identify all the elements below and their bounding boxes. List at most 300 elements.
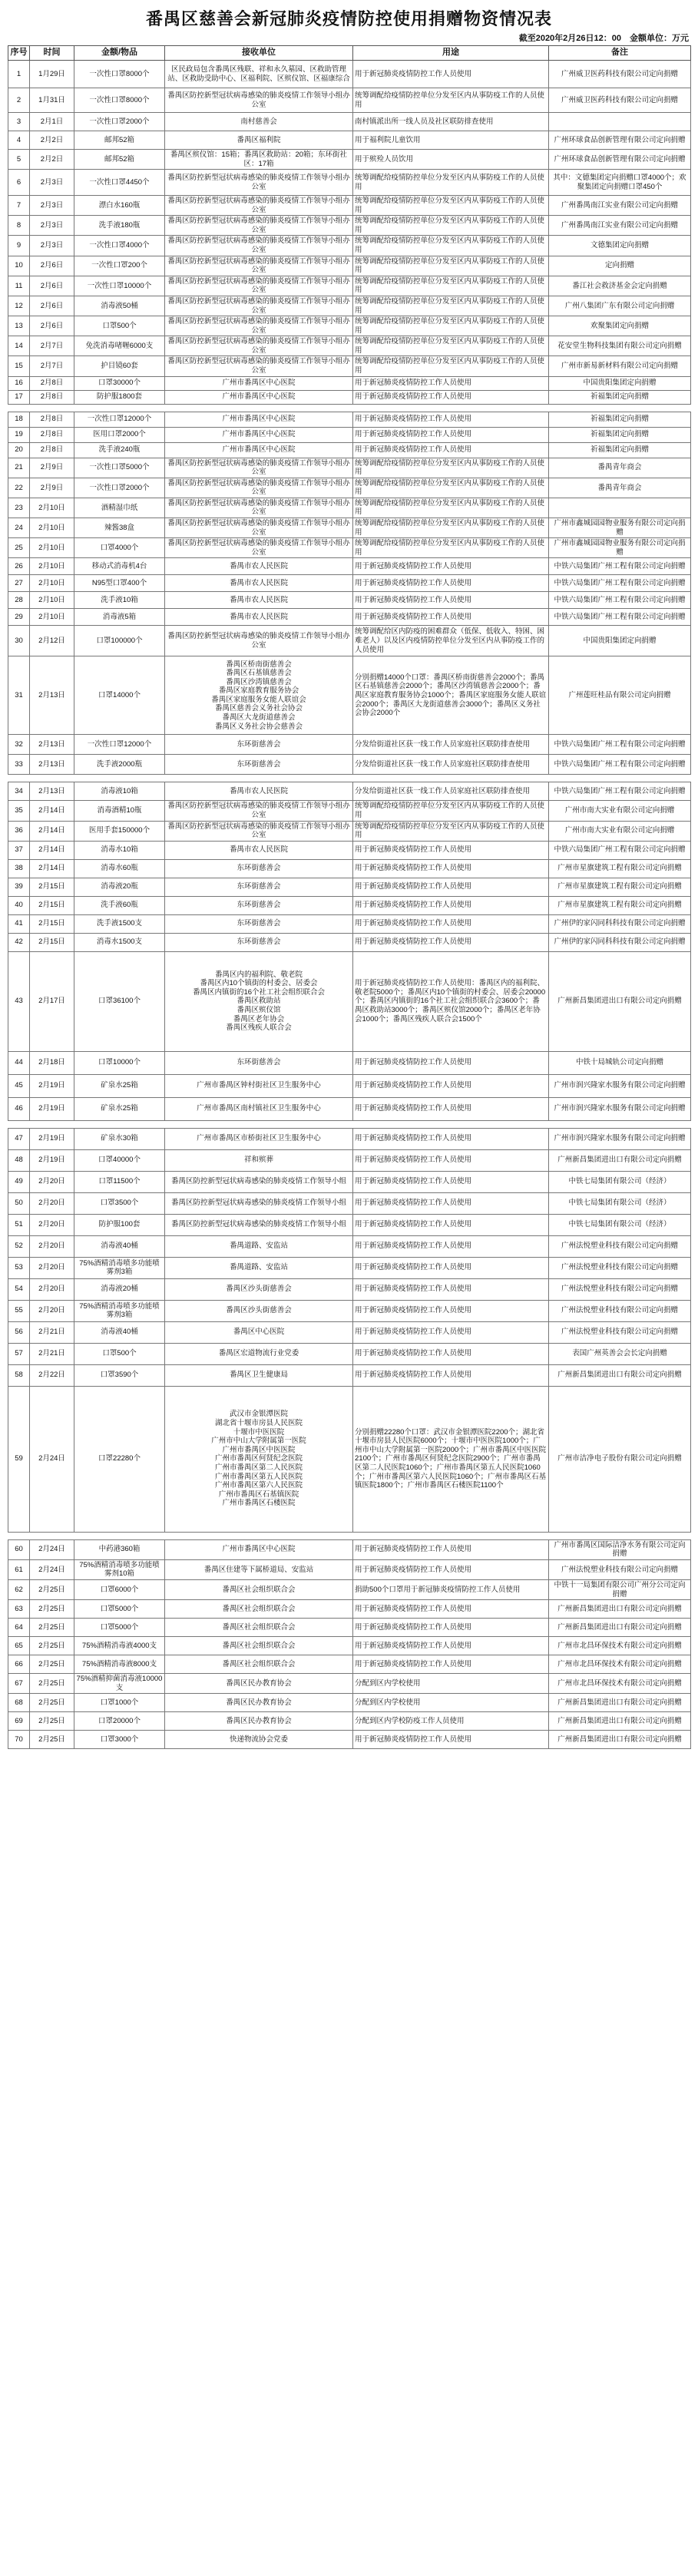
section-gap-cell [8, 404, 691, 412]
cell-remark: 广州市北昌环保技术有限公司定向捐赠 [549, 1637, 691, 1655]
cell-remark: 中国贵阳集团定向捐赠 [549, 376, 691, 390]
cell-no: 51 [8, 1214, 30, 1235]
cell-receiver: 番禺区沙头街慈善会 [165, 1300, 353, 1321]
cell-remark: 中铁七局集团有限公司（经济） [549, 1171, 691, 1192]
cell-receiver: 番禺区防控新型冠状病毒感染的肺炎疫情工作领导小组办公室 [165, 276, 353, 296]
table-row [8, 782, 691, 801]
cell-receiver: 番禺区防控新型冠状病毒感染的肺炎疫情工作领导小组办公室 [165, 170, 353, 196]
cell-item: 防护服100套 [74, 1214, 165, 1235]
cell-item: 护目镜60套 [74, 356, 165, 376]
cell-no: 4 [8, 131, 30, 150]
cell-no: 7 [8, 196, 30, 216]
cell-no: 48 [8, 1149, 30, 1171]
cell-no: 17 [8, 390, 30, 404]
cell-remark: 广州新昌集团进出口有限公司定向捐赠 [549, 951, 691, 1051]
cell-no: 39 [8, 878, 30, 896]
cell-remark: 广州市星旗建筑工程有限公司定向捐赠 [549, 896, 691, 914]
cell-remark: 广州新昌集团进出口有限公司定向捐赠 [549, 1149, 691, 1171]
table-body [8, 61, 691, 1749]
cell-no: 18 [8, 412, 30, 427]
cell-usage: 用于新冠肺炎疫情防控工作人员使用 [353, 1278, 549, 1300]
cell-receiver: 番禺区民办教育协会 [165, 1674, 353, 1694]
table-row [8, 1235, 691, 1257]
cell-receiver: 番禺市农人民医院 [165, 609, 353, 626]
cell-receiver: 番禺市农人民医院 [165, 575, 353, 592]
cell-date: 2月6日 [30, 256, 74, 276]
cell-receiver: 番禺区民办教育协会 [165, 1712, 353, 1731]
cell-date: 2月21日 [30, 1343, 74, 1364]
cell-usage: 用于新冠肺炎疫情防控工作人员使用 [353, 1149, 549, 1171]
cell-receiver: 番禺市农人民医院 [165, 841, 353, 859]
cell-usage: 统筹调配给疫情防控单位分发至区内从事防疫工作的人员使用 [353, 821, 549, 841]
cell-item: 一次性口罩8000个 [74, 61, 165, 88]
cell-usage: 统筹调配给疫情防控单位分发至区内从事防疫工作的人员使用 [353, 296, 549, 316]
cell-item: 75%酒精消毒喷多功能喷雾剂3箱 [74, 1257, 165, 1278]
cell-date: 2月21日 [30, 1321, 74, 1343]
table-row [8, 498, 691, 518]
cell-usage: 南村镇派出所一线人员及社区联防排查使用 [353, 113, 549, 131]
cell-receiver: 番禺区内的福利院、敬老院 番禺区内10个镇街的村委会、居委会 番禺区内镇街的16个社工社会组织联合会 番禺区救助站 番禺区殡仪馆 番禺区老年协会 番禺区残疾人联合会 [165, 951, 353, 1051]
cell-receiver: 番禺区福利院 [165, 131, 353, 150]
cell-item: 口罩3590个 [74, 1364, 165, 1386]
table-row [8, 442, 691, 458]
cell-date: 2月25日 [30, 1637, 74, 1655]
cell-date: 2月20日 [30, 1214, 74, 1235]
table-row [8, 296, 691, 316]
cell-remark: 广州法悦塑业科技有限公司定向捐赠 [549, 1321, 691, 1343]
cell-no: 23 [8, 498, 30, 518]
table-section-gap [8, 775, 691, 782]
cell-date: 2月14日 [30, 859, 74, 878]
cell-no: 54 [8, 1278, 30, 1300]
cell-date: 2月8日 [30, 376, 74, 390]
cell-date: 2月19日 [30, 1097, 74, 1120]
cell-usage: 统筹调配给疫情防控单位分发至区内从事防疫工作的人员使用 [353, 518, 549, 538]
cell-remark: 祈福集团定向捐赠 [549, 390, 691, 404]
cell-usage: 用于新冠肺炎疫情防控工作人员使用 [353, 1074, 549, 1097]
cell-no: 61 [8, 1559, 30, 1579]
cell-no: 13 [8, 316, 30, 336]
cell-item: 口罩500个 [74, 1343, 165, 1364]
table-row [8, 1300, 691, 1321]
cell-date: 2月25日 [30, 1731, 74, 1749]
cell-receiver: 番禺区防控新型冠状病毒感染的肺炎疫情工作领导小组办公室 [165, 801, 353, 821]
table-row [8, 841, 691, 859]
cell-item: 75%酒精抑菌消毒液10000支 [74, 1674, 165, 1694]
cell-usage: 用于新冠肺炎疫情防控工作人员使用 [353, 592, 549, 609]
table-row [8, 656, 691, 735]
table-row [8, 1386, 691, 1532]
cell-receiver: 番禺区防控新型冠状病毒感染的肺炎疫情工作领导小组 [165, 1192, 353, 1214]
cell-item: 一次性口罩12000个 [74, 735, 165, 755]
cell-usage: 用于新冠肺炎疫情防控工作人员使用 [353, 914, 549, 933]
cell-remark: 番禺青年商会 [549, 458, 691, 478]
table-row [8, 1600, 691, 1619]
cell-receiver: 南村慈善会 [165, 113, 353, 131]
cell-date: 2月25日 [30, 1694, 74, 1712]
cell-no: 3 [8, 113, 30, 131]
cell-usage: 统筹调配给疫情防控单位分发至区内从事防疫工作的人员使用 [353, 356, 549, 376]
cell-no: 40 [8, 896, 30, 914]
cell-item: 洗手液180瓶 [74, 216, 165, 236]
cell-item: 75%酒精消毒喷多功能喷雾剂10箱 [74, 1559, 165, 1579]
cell-date: 2月2日 [30, 131, 74, 150]
cell-usage: 分发给街道社区获一线工作人员家庭社区联防排查使用 [353, 782, 549, 801]
cell-remark: 广州番禺南江实业有限公司定向捐赠 [549, 196, 691, 216]
cell-usage: 统筹调配给疫情防控单位分发至区内从事防疫工作的人员使用 [353, 236, 549, 256]
cell-remark: 广州市新易新材料有限公司定向捐赠 [549, 356, 691, 376]
table-row [8, 196, 691, 216]
cell-remark: 番江社会救济基金会定向捐赠 [549, 276, 691, 296]
cell-item: 口罩5000个 [74, 1619, 165, 1637]
column-header-usage: 用途 [353, 46, 549, 61]
cell-receiver: 番禺道路、安监站 [165, 1235, 353, 1257]
cell-usage: 用于新冠肺炎疫情防控工作人员使用 [353, 1539, 549, 1559]
cell-no: 64 [8, 1619, 30, 1637]
cell-remark: 广州市润兴隆家水服务有限公司定向捐赠 [549, 1074, 691, 1097]
cell-no: 47 [8, 1128, 30, 1149]
cell-remark: 广州新昌集团进出口有限公司定向捐赠 [549, 1364, 691, 1386]
cell-no: 26 [8, 558, 30, 575]
cell-receiver: 番禺区防控新型冠状病毒感染的肺炎疫情工作领导小组办公室 [165, 458, 353, 478]
section-gap-cell [8, 1120, 691, 1128]
cell-receiver: 番禺区防控新型冠状病毒感染的肺炎疫情工作领导小组办公室 [165, 356, 353, 376]
cell-no: 59 [8, 1386, 30, 1532]
cell-remark: 广州市星旗建筑工程有限公司定向捐赠 [549, 859, 691, 878]
cell-usage: 用于新冠肺炎疫情防控工作人员使用 [353, 442, 549, 458]
cell-usage: 统筹调配给疫情防控单位分发至区内从事防疫工作的人员使用 [353, 276, 549, 296]
cell-usage: 用于新冠肺炎疫情防控工作人员使用 [353, 1192, 549, 1214]
cell-date: 2月6日 [30, 316, 74, 336]
cell-remark [549, 498, 691, 518]
cell-receiver: 番禺区防控新型冠状病毒感染的肺炎疫情工作领导小组办公室 [165, 88, 353, 113]
cell-remark: 广州新昌集团进出口有限公司定向捐赠 [549, 1712, 691, 1731]
table-row [8, 575, 691, 592]
cell-remark [549, 113, 691, 131]
cell-usage: 用于新冠肺炎疫情防控工作人员使用 [353, 896, 549, 914]
cell-remark: 广州莲旺桂品有限公司定向捐赠 [549, 656, 691, 735]
cell-usage: 用于新冠肺炎疫情防控工作人员使用 [353, 1214, 549, 1235]
cell-no: 28 [8, 592, 30, 609]
cell-date: 2月12日 [30, 626, 74, 656]
cell-date: 2月14日 [30, 841, 74, 859]
cell-usage: 捐助500个口罩用于新冠肺炎疫情防控工作人员使用 [353, 1579, 549, 1599]
table-row [8, 427, 691, 442]
cell-date: 2月8日 [30, 412, 74, 427]
cell-usage: 统筹调配给疫情防控单位分发至区内从事防疫工作的人员使用 [353, 316, 549, 336]
cell-remark: 花安堂生物科技集团有限公司定向捐赠 [549, 336, 691, 356]
table-row [8, 1674, 691, 1694]
cell-item: 一次性口罩5000个 [74, 458, 165, 478]
cell-no: 65 [8, 1637, 30, 1655]
cell-remark: 中铁七局集团有限公司（经济） [549, 1192, 691, 1214]
cell-no: 32 [8, 735, 30, 755]
table-row [8, 1364, 691, 1386]
cell-date: 2月7日 [30, 336, 74, 356]
cell-no: 46 [8, 1097, 30, 1120]
cell-no: 20 [8, 442, 30, 458]
cell-item: 口罩6000个 [74, 1579, 165, 1599]
cell-no: 1 [8, 61, 30, 88]
cell-receiver: 番禺市农人民医院 [165, 782, 353, 801]
cell-usage: 用于新冠肺炎疫情防控工作人员使用 [353, 575, 549, 592]
cell-item: 移动式消毒机4台 [74, 558, 165, 575]
cell-no: 27 [8, 575, 30, 592]
cell-item: 漂白水160瓶 [74, 196, 165, 216]
cell-remark: 广州市鑫城园园物业服务有限公司定向捐赠 [549, 518, 691, 538]
cell-usage: 统筹调配给疫情防控单位分发至区内从事防疫工作的人员使用 [353, 196, 549, 216]
cell-remark: 中铁七局集团有限公司（经济） [549, 1214, 691, 1235]
cell-item: 口罩40000个 [74, 1149, 165, 1171]
cell-receiver: 东环街慈善会 [165, 755, 353, 775]
cell-item: 医用口罩2000个 [74, 427, 165, 442]
table-row [8, 113, 691, 131]
cell-date: 2月25日 [30, 1655, 74, 1674]
cell-no: 19 [8, 427, 30, 442]
cell-date: 2月19日 [30, 1128, 74, 1149]
cell-usage: 分配到区内学校使用 [353, 1674, 549, 1694]
table-row [8, 1192, 691, 1214]
cell-no: 25 [8, 538, 30, 558]
cell-usage: 用于新冠肺炎疫情防控工作人员使用 [353, 1600, 549, 1619]
cell-receiver: 东环街慈善会 [165, 933, 353, 951]
cell-date: 2月8日 [30, 427, 74, 442]
cell-date: 1月29日 [30, 61, 74, 88]
cell-usage: 统筹调配给疫情防控单位分发至区内从事防疫工作的人员使用 [353, 538, 549, 558]
table-row [8, 1559, 691, 1579]
cell-date: 2月20日 [30, 1300, 74, 1321]
cell-usage: 用于新冠肺炎疫情防控工作人员使用：番禺区内的福利院、敬老院5000个；番禺区内10个镇街的村委会、居委会20000个；番禺区内镇街的16个社工社会组织联合会3600个；番禺区救助站3000个；番禺区殡仪馆2000个；番禺区老年协会1000个；番禺区残疾人联合会1500个 [353, 951, 549, 1051]
cell-no: 60 [8, 1539, 30, 1559]
table-row [8, 1579, 691, 1599]
cell-receiver: 广州市番禺区南村镇社区卫生服务中心 [165, 1097, 353, 1120]
cell-date: 2月10日 [30, 575, 74, 592]
cell-usage: 用于新冠肺炎疫情防控工作人员使用 [353, 1128, 549, 1149]
table-row [8, 1097, 691, 1120]
table-row [8, 1712, 691, 1731]
cell-usage: 用于新冠肺炎疫情防控工作人员使用 [353, 878, 549, 896]
cell-item: 消毒水1500支 [74, 933, 165, 951]
cell-usage: 用于新冠肺炎疫情防控工作人员使用 [353, 1655, 549, 1674]
cell-date: 2月22日 [30, 1364, 74, 1386]
cell-item: 矿泉水25箱 [74, 1097, 165, 1120]
cell-remark: 广州市润兴隆家水服务有限公司定向捐赠 [549, 1128, 691, 1149]
cell-date: 2月3日 [30, 216, 74, 236]
cell-item: 消毒液20桶 [74, 1278, 165, 1300]
table-row [8, 1637, 691, 1655]
cell-receiver: 广州市番禺区中心医院 [165, 1539, 353, 1559]
table-row [8, 478, 691, 498]
cell-item: 一次性口罩8000个 [74, 88, 165, 113]
cell-receiver: 番禺区社会组织联合会 [165, 1619, 353, 1637]
cell-no: 35 [8, 801, 30, 821]
cell-usage: 统筹调配给疫情防控单位分发至区内从事防疫工作的人员使用 [353, 478, 549, 498]
table-row [8, 376, 691, 390]
cell-usage: 用于新冠肺炎疫情防控工作人员使用 [353, 1321, 549, 1343]
cell-no: 33 [8, 755, 30, 775]
cell-date: 2月15日 [30, 896, 74, 914]
cell-receiver: 东环街慈善会 [165, 878, 353, 896]
cell-no: 12 [8, 296, 30, 316]
cell-receiver: 番禺区防控新型冠状病毒感染的肺炎疫情工作领导小组办公室 [165, 821, 353, 841]
cell-date: 2月18日 [30, 1051, 74, 1074]
cell-usage: 统筹调配给疫情防控单位分发至区内从事防疫工作的人员使用 [353, 256, 549, 276]
cell-usage: 用于新冠肺炎疫情防控工作人员使用 [353, 1731, 549, 1749]
cell-item: 一次性口罩2000个 [74, 478, 165, 498]
table-row [8, 592, 691, 609]
cell-item: 矿泉水30箱 [74, 1128, 165, 1149]
cell-receiver: 东环街慈善会 [165, 1051, 353, 1074]
cell-remark: 中国贵阳集团定向捐赠 [549, 626, 691, 656]
cell-no: 6 [8, 170, 30, 196]
cell-receiver: 东环街慈善会 [165, 735, 353, 755]
table-row [8, 256, 691, 276]
cell-receiver: 快递物流协会党委 [165, 1731, 353, 1749]
cell-item: 一次性口罩12000个 [74, 412, 165, 427]
cell-remark: 祈福集团定向捐赠 [549, 442, 691, 458]
cell-item: 一次性口罩4450个 [74, 170, 165, 196]
cell-usage: 统筹调配给疫情防控单位分发至区内从事防疫工作的人员使用 [353, 336, 549, 356]
cell-usage: 分配到区内学校防疫工作人员使用 [353, 1712, 549, 1731]
cell-receiver: 番禺区防控新型冠状病毒感染的肺炎疫情工作领导小组办公室 [165, 296, 353, 316]
cell-remark: 中铁六局集团广州工程有限公司定向捐赠 [549, 609, 691, 626]
cell-date: 2月24日 [30, 1559, 74, 1579]
cell-usage: 用于新冠肺炎疫情防控工作人员使用 [353, 1051, 549, 1074]
cell-item: 口罩100000个 [74, 626, 165, 656]
table-row [8, 821, 691, 841]
column-header-date: 时间 [30, 46, 74, 61]
cell-no: 5 [8, 150, 30, 170]
cell-usage: 统筹调配给疫情防控单位分发至区内从事防疫工作的人员使用 [353, 498, 549, 518]
cell-usage: 用于新冠肺炎疫情防控工作人员使用 [353, 1257, 549, 1278]
cell-date: 2月14日 [30, 821, 74, 841]
cell-usage: 用于殡殓人员饮用 [353, 150, 549, 170]
cell-no: 31 [8, 656, 30, 735]
cell-usage: 用于新冠肺炎疫情防控工作人员使用 [353, 376, 549, 390]
cell-date: 2月9日 [30, 478, 74, 498]
table-row [8, 558, 691, 575]
cell-usage: 分别捐赠22280个口罩：武汉市金银潭医院2200个；湖北省十堰市房县人民医院6000个；十堰市中医医院1000个；广州市中山大学附属第一医院2000个；广州市番禺区中医医院2100个；广州市番禺区何贤纪念医院2900个；广州市番禺区第二人民医院1060个；广州市番禺区第五人民医院1060个；广州市番禺区第六人民医院1060个；广州市番禺区石基镇医院1800个；广州市番禺区石楼医院1100个 [353, 1386, 549, 1532]
cell-remark: 番禺青年商会 [549, 478, 691, 498]
cell-remark: 广州市南大实业有限公司定向捐赠 [549, 801, 691, 821]
cell-date: 2月24日 [30, 1539, 74, 1559]
table-row [8, 1051, 691, 1074]
cell-item: 消毒液40桶 [74, 1235, 165, 1257]
table-row [8, 1149, 691, 1171]
cell-usage: 统筹调配给疫情防控单位分发至区内从事防疫工作的人员使用 [353, 170, 549, 196]
cell-no: 50 [8, 1192, 30, 1214]
cell-no: 14 [8, 336, 30, 356]
cell-date: 2月20日 [30, 1235, 74, 1257]
cell-usage: 分发给街道社区获一线工作人员家庭社区联防排查使用 [353, 735, 549, 755]
cell-item: 消毒水60瓶 [74, 859, 165, 878]
cell-date: 2月8日 [30, 442, 74, 458]
cell-remark: 中铁六局集团广州工程有限公司定向捐赠 [549, 782, 691, 801]
table-row [8, 1278, 691, 1300]
cell-item: 75%酒精消毒喷多功能喷雾剂3箱 [74, 1300, 165, 1321]
cell-receiver: 番禺区防控新型冠状病毒感染的肺炎疫情工作领导小组 [165, 1171, 353, 1192]
table-row [8, 276, 691, 296]
table-row [8, 412, 691, 427]
cell-date: 2月6日 [30, 296, 74, 316]
cell-item: 防护服1800套 [74, 390, 165, 404]
table-row [8, 1539, 691, 1559]
cell-item: 中药港360箱 [74, 1539, 165, 1559]
table-section-gap [8, 1532, 691, 1539]
cell-item: 口罩1000个 [74, 1694, 165, 1712]
cell-date: 2月15日 [30, 933, 74, 951]
table-header-row [8, 46, 691, 61]
cell-remark: 中铁六局集团广州工程有限公司定向捐赠 [549, 755, 691, 775]
cell-item: 消毒液10箱 [74, 782, 165, 801]
table-row [8, 1321, 691, 1343]
cell-item: 一次性口罩4000个 [74, 236, 165, 256]
cell-date: 2月9日 [30, 458, 74, 478]
cell-no: 70 [8, 1731, 30, 1749]
cell-no: 34 [8, 782, 30, 801]
cell-receiver: 广州市番禺区中心医院 [165, 376, 353, 390]
cell-receiver: 番禺区社会组织联合会 [165, 1637, 353, 1655]
page-title: 番禺区慈善会新冠肺炎疫情防控使用捐赠物资情况表 [145, 9, 552, 28]
table-row [8, 458, 691, 478]
cell-remark: 广州新昌集团进出口有限公司定向捐赠 [549, 1731, 691, 1749]
cell-receiver: 番禺区社会组织联合会 [165, 1579, 353, 1599]
cell-usage: 用于新冠肺炎疫情防控工作人员使用 [353, 933, 549, 951]
cell-item: 消毒水10箱 [74, 841, 165, 859]
cell-date: 2月13日 [30, 755, 74, 775]
cell-usage: 分配到区内学校使用 [353, 1694, 549, 1712]
cell-remark: 广州环球食品创新管理有限公司定向捐赠 [549, 131, 691, 150]
cell-remark: 中铁六局集团广州工程有限公司定向捐赠 [549, 592, 691, 609]
cell-receiver: 番禺区防控新型冠状病毒感染的肺炎疫情工作领导小组办公室 [165, 196, 353, 216]
cell-date: 2月13日 [30, 735, 74, 755]
cell-no: 67 [8, 1674, 30, 1694]
cell-item: 一次性口罩200个 [74, 256, 165, 276]
column-header-receiver: 接收单位 [165, 46, 353, 61]
cell-usage: 分别捐赠14000个口罩：番禺区桥南街慈善会2000个；番禺区石基镇慈善会2000个；番禺区沙湾镇慈善会2000个；番禺区家庭教育服务协会1000个；番禺区家庭服务女能人联谊会2000个；番禺区大龙街道慈善会3000个；番禺区义务社会协会2000个 [353, 656, 549, 735]
cell-receiver: 广州市番禺区钟村街社区卫生服务中心 [165, 1074, 353, 1097]
cell-usage: 用于新冠肺炎疫情防控工作人员使用 [353, 1171, 549, 1192]
cell-item: 洗手液240瓶 [74, 442, 165, 458]
table-row [8, 88, 691, 113]
cell-remark: 广州新昌集团进出口有限公司定向捐赠 [549, 1619, 691, 1637]
table-row [8, 1128, 691, 1149]
cell-receiver: 广州市番禺区中心医院 [165, 390, 353, 404]
table-row [8, 170, 691, 196]
cell-remark: 祈福集团定向捐赠 [549, 427, 691, 442]
cell-remark: 广州市润兴隆家水服务有限公司定向捐赠 [549, 1097, 691, 1120]
cell-no: 36 [8, 821, 30, 841]
cell-date: 2月10日 [30, 498, 74, 518]
cell-date: 2月19日 [30, 1074, 74, 1097]
cell-item: 口罩10000个 [74, 1051, 165, 1074]
cell-receiver: 祥和殡葬 [165, 1149, 353, 1171]
cell-item: 酒精湿巾纸 [74, 498, 165, 518]
cell-date: 2月25日 [30, 1674, 74, 1694]
cell-no: 11 [8, 276, 30, 296]
table-row [8, 755, 691, 775]
cell-item: 75%酒精消毒液8000支 [74, 1655, 165, 1674]
table-row [8, 735, 691, 755]
cell-item: 消毒酒精10瓶 [74, 801, 165, 821]
cell-receiver: 番禺区防控新型冠状病毒感染的肺炎疫情工作领导小组 [165, 1214, 353, 1235]
cell-no: 24 [8, 518, 30, 538]
cell-remark: 广州法悦塑业科技有限公司定向捐赠 [549, 1257, 691, 1278]
cell-remark: 广州伊的家闪同科科技有限公司定向捐赠 [549, 933, 691, 951]
cell-item: 口罩4000个 [74, 538, 165, 558]
cell-date: 2月24日 [30, 1386, 74, 1532]
cell-usage: 用于新冠肺炎疫情防控工作人员使用 [353, 841, 549, 859]
